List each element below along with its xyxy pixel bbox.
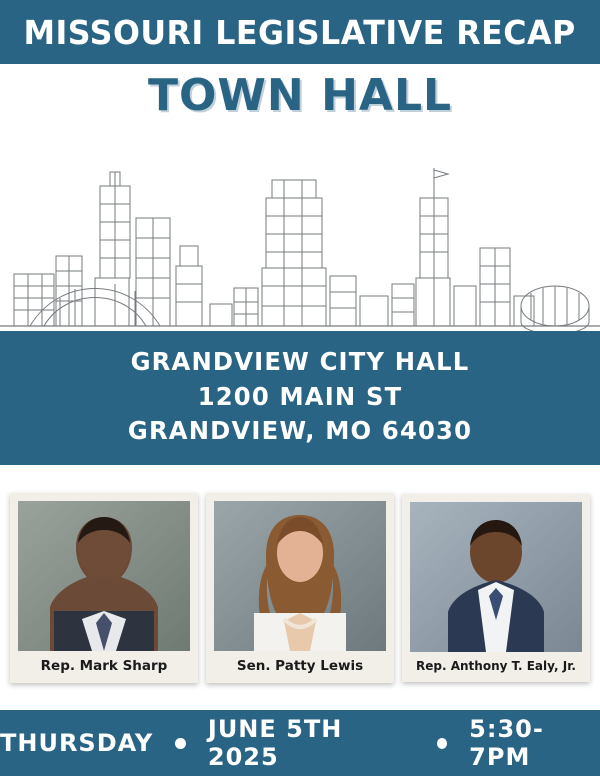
location-line-venue: GRANDVIEW CITY HALL (130, 347, 470, 376)
portrait-mark-sharp-icon (18, 501, 190, 651)
speaker-card (402, 494, 590, 682)
speaker-name: Sen. Patty Lewis (236, 658, 364, 675)
location-line-city: GRANDVIEW, MO 64030 (127, 416, 473, 445)
event-day: THURSDAY (0, 729, 154, 757)
event-time: 5:30-7PM (469, 715, 544, 771)
location-band (0, 331, 600, 465)
separator-dot-icon (175, 738, 186, 749)
speaker-name: Rep. Mark Sharp (40, 658, 168, 675)
subtitle-section (0, 64, 600, 126)
page-title: MISSOURI LEGISLATIVE RECAP (23, 12, 577, 52)
header-band (0, 0, 600, 64)
portrait-anthony-ealy-icon (410, 502, 582, 652)
speaker-card (10, 493, 198, 683)
portrait-patty-lewis-icon (214, 501, 386, 651)
separator-dot-icon (437, 738, 448, 749)
skyline-icon (0, 126, 600, 331)
speaker-card (206, 493, 394, 683)
avatar (410, 502, 582, 652)
event-type-title: TOWN HALL (147, 69, 453, 121)
avatar (18, 501, 190, 651)
event-date: JUNE 5TH 2025 (207, 715, 343, 771)
speaker-list (0, 465, 600, 711)
skyline-illustration (0, 126, 600, 331)
location-line-street: 1200 MAIN ST (197, 381, 403, 411)
footer-band (0, 710, 600, 776)
speaker-name: Rep. Anthony T. Ealy, Jr. (416, 659, 576, 674)
avatar (214, 501, 386, 651)
